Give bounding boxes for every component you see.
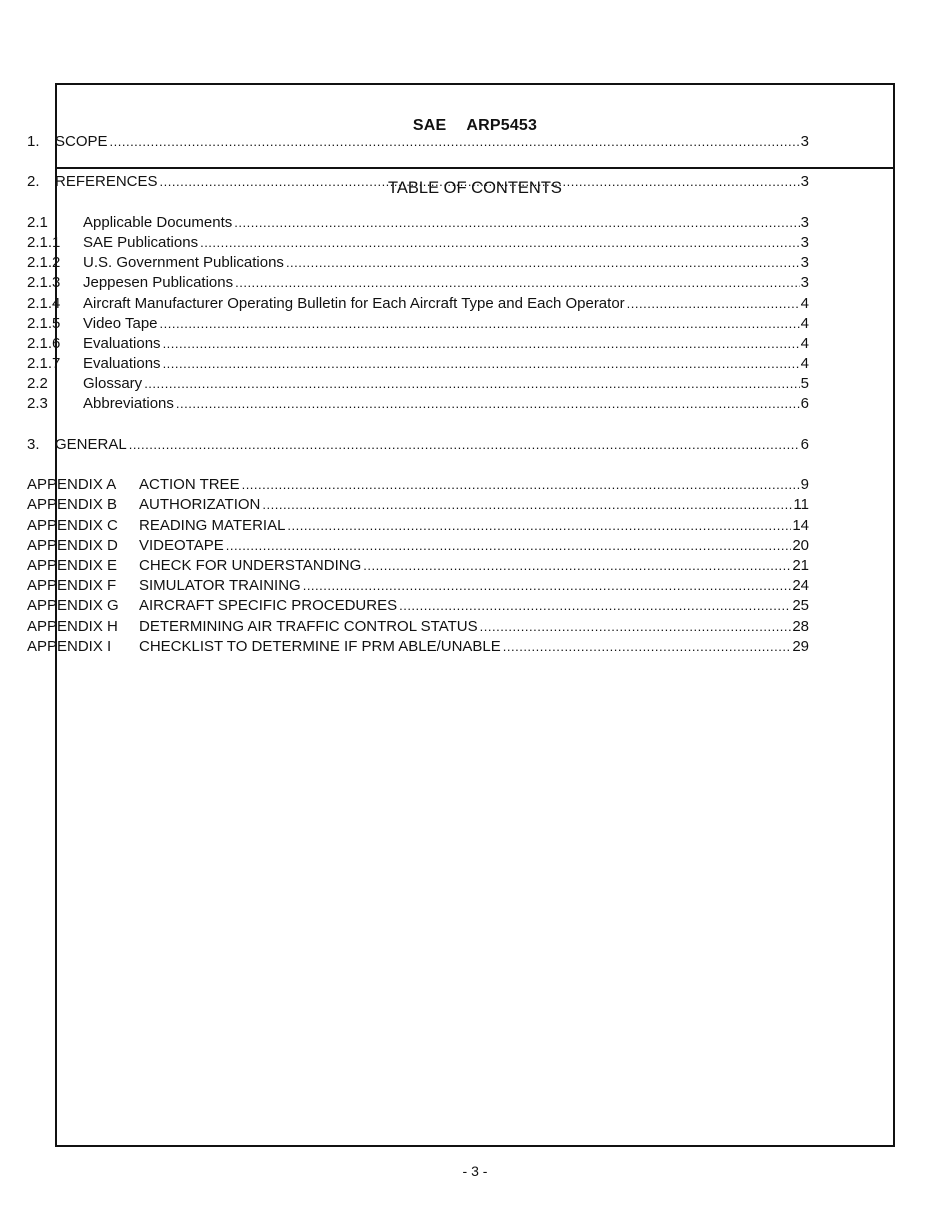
toc-entry-number: APPENDIX D [27,536,118,554]
toc-entry-2-1-2[interactable] [27,253,809,273]
toc-entry-label: Evaluations [83,355,161,373]
dot-leader [363,556,791,576]
toc-entry-appendix-g[interactable] [27,596,809,616]
toc-entry-label: U.S. Government Publications [83,254,284,272]
toc-entry-label: ACTION TREE [139,476,240,494]
toc-entry-page: 21 [792,556,809,574]
dot-leader [110,132,800,152]
dot-leader [286,253,800,273]
toc-entry-page: 3 [800,213,809,231]
toc-entry-number: 2.2 [27,375,48,393]
toc-entry-label: AIRCRAFT SPECIFIC PROCEDURES [139,597,398,615]
toc-entry-page: 25 [792,597,809,615]
toc-entry-2-1-5[interactable] [27,314,809,334]
dot-leader [160,172,800,192]
toc-entry-appendix-i[interactable] [27,637,809,657]
toc-entry-number: APPENDIX F [27,577,117,595]
dot-leader [627,294,800,314]
toc-entry-page: 3 [800,274,809,292]
toc-entry-appendix-c[interactable] [27,516,809,536]
dot-leader [503,637,792,657]
toc-entry-label: SIMULATOR TRAINING [139,577,301,595]
dot-leader [176,394,800,414]
toc-entry-2-2[interactable] [27,374,809,394]
toc-entry-label: CHECK FOR UNDERSTANDING [139,556,362,574]
toc-entry-page: 5 [800,375,809,393]
toc-entry-number: APPENDIX H [27,617,118,635]
toc-entry-number: APPENDIX G [27,597,119,615]
toc-entry-appendix-e[interactable] [27,556,809,576]
toc-entry-appendix-d[interactable] [27,536,809,556]
toc-entry-2-1-1[interactable] [27,233,809,253]
toc-entry-page: 14 [792,516,809,534]
dot-leader [163,354,800,374]
toc-entry-label: Video Tape [83,314,158,332]
toc-entry-label: VIDEOTAPE [139,536,224,554]
toc-entry-appendix-b[interactable] [27,495,809,515]
toc-entry-references[interactable] [27,172,809,192]
toc-entry-number: 2.1.2 [27,254,61,272]
toc-entry-page: 24 [792,577,809,595]
toc-entry-label: SAE Publications [83,233,199,251]
toc-entry-number: 2.1.3 [27,274,61,292]
toc-entry-label: Abbreviations [83,395,174,413]
dot-leader [226,536,792,556]
toc-entry-number: APPENDIX E [27,556,118,574]
toc-entry-number: APPENDIX A [27,476,117,494]
toc-entry-2-1[interactable] [27,213,809,233]
toc-entry-page: 3 [800,173,809,191]
toc-entry-label: GENERAL [55,435,127,453]
toc-entry-2-1-4[interactable] [27,294,809,314]
toc-entry-number: 2.1.7 [27,355,61,373]
toc-entry-page: 28 [792,617,809,635]
toc-entry-page: 3 [800,233,809,251]
dot-leader [242,475,800,495]
toc-entry-number: 2.1.6 [27,334,61,352]
toc-title: TABLE OF CONTENTS [388,179,562,197]
toc-entry-page: 6 [800,435,809,453]
toc-entry-page: 3 [800,133,809,150]
toc-entry-number: 2.1.5 [27,314,61,332]
toc-entry-page: 6 [800,395,809,413]
toc-entry-page: 29 [792,637,809,655]
dot-leader [234,213,799,233]
page-number: - 3 - [462,1163,488,1179]
dot-leader [287,516,791,536]
dot-leader [480,617,792,637]
toc-entry-number: 3. [27,435,40,453]
toc-entry-page: 4 [800,355,809,373]
dot-leader [144,374,799,394]
header-doc-id: ARP5453 [466,117,538,134]
toc-entry-label: Applicable Documents [83,213,233,231]
toc-entry-general[interactable] [27,435,809,455]
toc-entry-page: 4 [800,334,809,352]
table-of-contents [27,132,809,657]
toc-entry-scope[interactable] [27,132,809,152]
toc-entry-label: READING MATERIAL [139,516,286,534]
toc-entry-page: 4 [800,294,809,312]
toc-entry-label: Glossary [83,375,143,393]
toc-entry-label: Jeppesen Publications [83,274,234,292]
toc-entry-number: 1. [27,133,40,150]
toc-entry-number: APPENDIX I [27,637,112,655]
toc-entry-label: AUTHORIZATION [139,496,261,514]
toc-entry-page: 20 [792,536,809,554]
toc-entry-number: 2. [27,173,40,191]
toc-entry-label: SCOPE [55,133,108,150]
toc-entry-label: Evaluations [83,334,161,352]
toc-entry-number: APPENDIX B [27,496,118,514]
toc-entry-label: DETERMINING AIR TRAFFIC CONTROL STATUS [139,617,478,635]
dot-leader [303,576,792,596]
dot-leader [200,233,800,253]
dot-leader [129,435,800,455]
toc-entry-appendix-a[interactable] [27,475,809,495]
toc-entry-label: Aircraft Manufacturer Operating Bulletin for Each Aircraft Type and Each Operator [83,294,625,312]
toc-entry-number: 2.1.1 [27,233,61,251]
toc-entry-number: 2.1 [27,213,48,231]
dot-leader [399,596,791,616]
dot-leader [163,334,800,354]
dot-leader [160,314,800,334]
toc-entry-page: 4 [800,314,809,332]
toc-entry-label: CHECKLIST TO DETERMINE IF PRM ABLE/UNABLE [139,637,501,655]
toc-entry-2-1-3[interactable] [27,273,809,293]
toc-entry-number: 2.3 [27,395,48,413]
toc-entry-page: 11 [793,496,809,514]
dot-leader [262,495,792,515]
toc-entry-2-3[interactable] [27,394,809,414]
toc-entry-appendix-h[interactable] [27,617,809,637]
toc-entry-appendix-f[interactable] [27,576,809,596]
dot-leader [235,273,800,293]
toc-entry-2-1-7[interactable] [27,354,809,374]
toc-entry-number: 2.1.4 [27,294,61,312]
header-org: SAE [412,117,447,134]
toc-entry-page: 9 [800,476,809,494]
toc-entry-label: REFERENCES [55,173,158,191]
toc-entry-2-1-6[interactable] [27,334,809,354]
toc-entry-number: APPENDIX C [27,516,118,534]
toc-entry-page: 3 [800,254,809,272]
